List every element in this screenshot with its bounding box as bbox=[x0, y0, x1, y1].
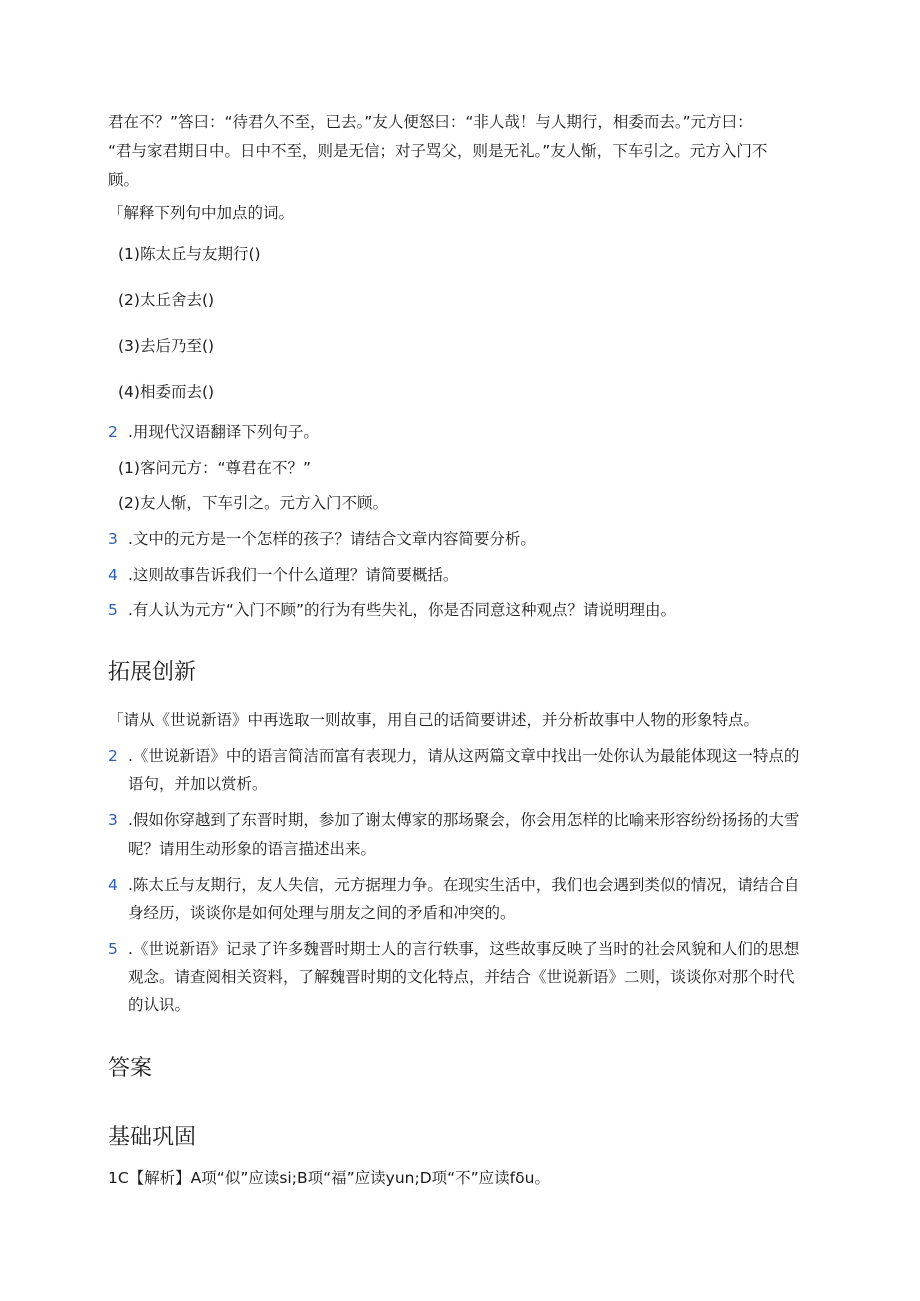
extend-question-2-line: 语句，并加以赏析。 bbox=[128, 775, 268, 793]
question-2-prompt: .用现代汉语翻译下列句子。 bbox=[128, 423, 319, 441]
question-number: 3 bbox=[108, 811, 118, 829]
passage-text bbox=[108, 108, 808, 195]
question-3-prompt: .文中的元方是一个怎样的孩子？请结合文章内容简要分析。 bbox=[128, 530, 536, 548]
question-number: 2 bbox=[108, 747, 118, 765]
question-5-prompt: .有人认为元方“入门不顾”的行为有些失礼，你是否同意这种观点？请说明理由。 bbox=[128, 601, 676, 619]
extend-question-5-line: 观念。请查阅相关资料，了解魏晋时期的文化特点，并结合《世说新语》二则，谈谈你对那个时代 bbox=[128, 968, 795, 986]
question-number: 5 bbox=[108, 601, 118, 619]
question-number: 2 bbox=[108, 423, 118, 441]
extend-question-4-line: .陈太丘与友期行，友人失信，元方据理力争。在现实生活中，我们也会遇到类似的情况，请结合自 bbox=[128, 876, 800, 894]
question-1-prompt: 「解释下列句中加点的词。 bbox=[108, 204, 295, 222]
extend-question-2-line: .《世说新语》中的语言简洁而富有表现力，请从这两篇文章中找出一处你认为最能体现这一特点的 bbox=[128, 747, 800, 765]
extend-question-4-line: 身经历，谈谈你是如何处理与朋友之间的矛盾和冲突的。 bbox=[128, 904, 516, 922]
extend-question-5-line: 的认识。 bbox=[128, 996, 191, 1014]
question-1-item: (1)陈太丘与友期行() bbox=[118, 245, 261, 263]
passage-line: “君与家君期日中。日中不至，则是无信；对子骂父，则是无礼。”友人惭，下车引之。元方入门不 bbox=[108, 142, 768, 160]
passage-line: 君在不？”答曰：“待君久不至，已去。”友人便怒曰：“非人哉！与人期行，相委而去。”元方曰： bbox=[108, 113, 753, 131]
question-2-item: (1)客问元方：“尊君在不？” bbox=[118, 459, 312, 477]
section-heading-extend: 拓展创新 bbox=[108, 660, 197, 685]
question-number: 3 bbox=[108, 530, 118, 548]
question-4-prompt: .这则故事告诉我们一个什么道理？请简要概括。 bbox=[128, 566, 459, 584]
extend-question-3-line: 呢？请用生动形象的语言描述出来。 bbox=[128, 840, 377, 858]
section-heading-answers: 答案 bbox=[108, 1056, 153, 1081]
question-1-item: (2)太丘舍去() bbox=[118, 291, 215, 309]
question-2-item: (2)友人惭，下车引之。元方入门不顾。 bbox=[118, 494, 388, 512]
extend-question-1: 「请从《世说新语》中再选取一则故事，用自己的话简要讲述，并分析故事中人物的形象特点。 bbox=[108, 711, 760, 729]
extend-question-5-line: .《世说新语》记录了许多魏晋时期士人的言行轶事，这些故事反映了当时的社会风貌和人们的思想 bbox=[128, 940, 800, 958]
question-number: 4 bbox=[108, 566, 118, 584]
answer-1: 1C【解析】A项“似”应读si;B项“福”应读yun;D项“不”应读fδu。 bbox=[108, 1169, 550, 1187]
question-1-item: (3)去后乃至() bbox=[118, 337, 215, 355]
extend-question-3-line: .假如你穿越到了东晋时期，参加了谢太傅家的那场聚会，你会用怎样的比喻来形容纷纷扬扬的大雪 bbox=[128, 811, 800, 829]
question-1-item: (4)相委而去() bbox=[118, 383, 215, 401]
question-number: 5 bbox=[108, 940, 118, 958]
section-heading-basics: 基础巩固 bbox=[108, 1125, 197, 1150]
passage-line: 顾。 bbox=[108, 171, 140, 189]
question-number: 4 bbox=[108, 876, 118, 894]
